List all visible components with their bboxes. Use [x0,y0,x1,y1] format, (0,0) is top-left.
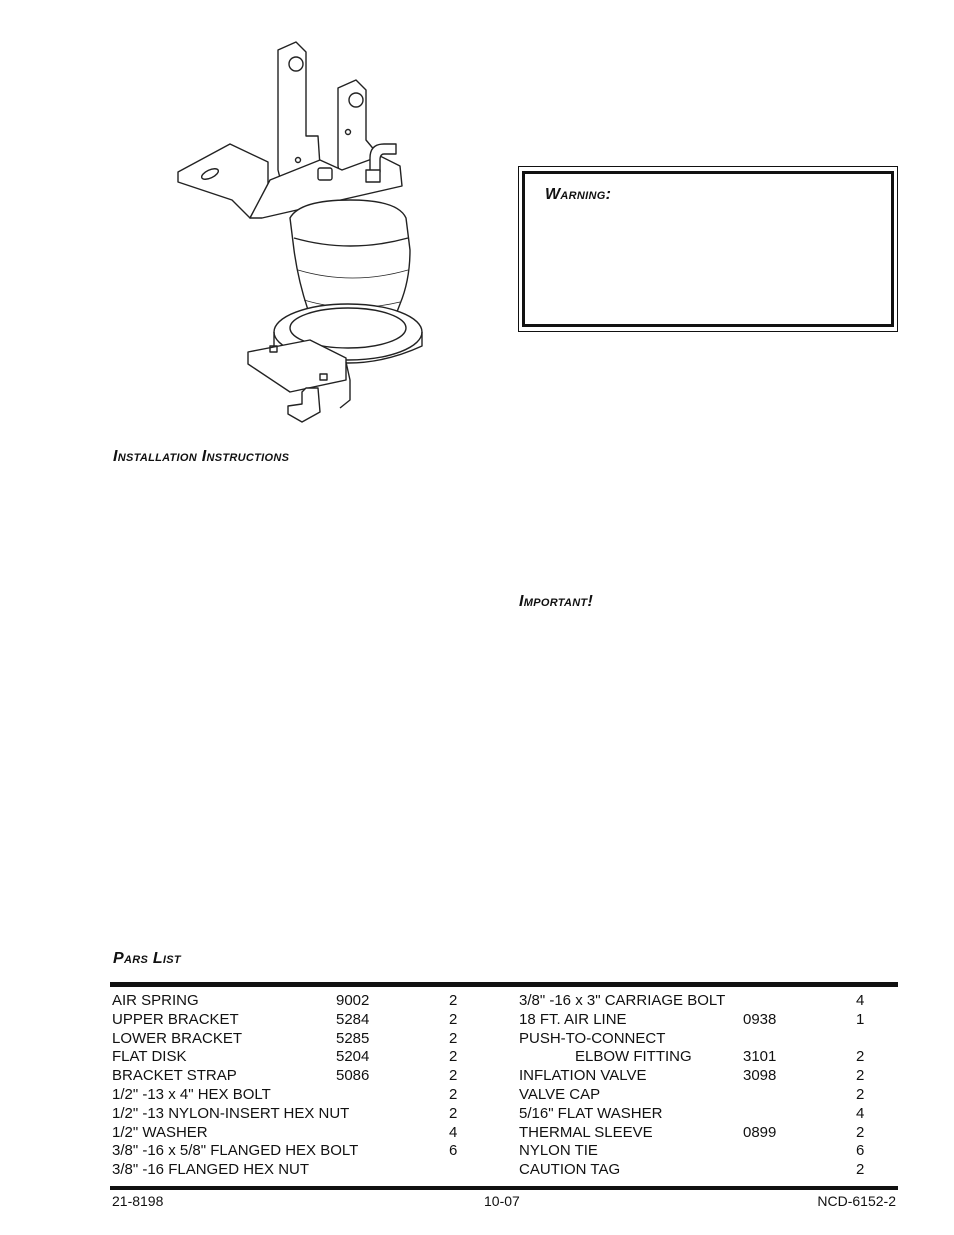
part-number: 5284 [336,1010,370,1028]
table-row [519,1067,879,1086]
table-row [519,1124,879,1143]
part-name: VALVE CAP [519,1085,601,1103]
parts-list-top-rule [110,982,898,987]
part-name: UPPER BRACKET [112,1010,239,1028]
part-name: 5/16" FLAT WASHER [519,1104,663,1122]
part-number: 5086 [336,1067,370,1085]
part-qty: 2 [856,1123,865,1141]
table-row [519,1142,879,1161]
table-row [112,1011,472,1030]
part-qty: 2 [449,1104,458,1122]
footer-date: 10-07 [484,1193,520,1209]
table-row [519,1105,879,1124]
air-spring-illustration [170,40,440,432]
table-row [519,1011,879,1030]
part-name: FLAT DISK [112,1048,187,1066]
part-qty: 2 [449,1029,458,1047]
part-name: CAUTION TAG [519,1161,621,1179]
table-row [519,1161,879,1180]
part-qty: 2 [449,1085,458,1103]
table-row [519,1048,879,1067]
part-name: 1/2" -13 NYLON-INSERT HEX NUT [112,1104,350,1122]
part-name: 1/2" -13 x 4" HEX BOLT [112,1085,271,1103]
part-number: 5285 [336,1029,370,1047]
table-row [112,992,472,1011]
part-qty: 4 [449,1123,458,1141]
part-number: 0938 [743,1010,777,1028]
part-name: ELBOW FITTING [575,1048,692,1066]
part-qty: 2 [449,1067,458,1085]
part-number: 3098 [743,1067,777,1085]
table-row [112,1067,472,1086]
footer-document-number: 21-8198 [112,1193,164,1209]
footer-form-number: NCD-6152-2 [817,1193,896,1209]
part-qty: 4 [856,992,865,1009]
part-qty: 2 [856,1161,865,1179]
installation-instructions-heading: Installation Instructions [113,448,290,465]
part-name: 1/2" WASHER [112,1123,208,1141]
parts-list-left-column [112,992,472,1180]
warning-box-border [522,171,894,327]
part-number: 5204 [336,1048,370,1066]
part-name: INFLATION VALVE [519,1067,647,1085]
part-name: PUSH-TO-CONNECT [519,1029,666,1047]
part-qty: 2 [856,1048,865,1066]
table-row [519,1086,879,1105]
table-row [112,1124,472,1143]
part-qty: 4 [856,1104,865,1122]
table-row [112,1086,472,1105]
part-qty: 2 [856,1085,865,1103]
part-qty: 2 [449,1010,458,1028]
part-number: 3101 [743,1048,777,1066]
parts-list-bottom-rule [110,1186,898,1190]
part-qty: 6 [856,1142,865,1160]
part-name: 3/8" -16 FLANGED HEX NUT [112,1161,310,1179]
table-row [112,1161,472,1180]
part-qty: 2 [856,1067,865,1085]
table-row [112,1030,472,1049]
part-qty: 2 [449,1048,458,1066]
table-row [112,1105,472,1124]
table-row [519,1030,879,1049]
parts-list-heading: Pars List [113,950,181,967]
part-name: 18 FT. AIR LINE [519,1010,627,1028]
part-name: LOWER BRACKET [112,1029,243,1047]
warning-box [518,166,898,332]
table-row [112,1142,472,1161]
table-row [519,992,879,1011]
part-name: NYLON TIE [519,1142,598,1160]
part-name: 3/8" -16 x 3" CARRIAGE BOLT [519,992,726,1009]
part-name: THERMAL SLEEVE [519,1123,653,1141]
important-heading: Important! [519,593,594,610]
part-qty: 2 [449,992,458,1009]
part-name: BRACKET STRAP [112,1067,237,1085]
warning-heading: Warning: [545,186,612,203]
part-name: 3/8" -16 x 5/8" FLANGED HEX BOLT [112,1142,359,1160]
parts-list-right-column [519,992,879,1180]
part-number: 0899 [743,1123,777,1141]
table-row [112,1048,472,1067]
part-number: 9002 [336,992,370,1009]
part-name: AIR SPRING [112,992,199,1009]
part-qty: 6 [449,1142,458,1160]
part-qty: 1 [856,1010,865,1028]
